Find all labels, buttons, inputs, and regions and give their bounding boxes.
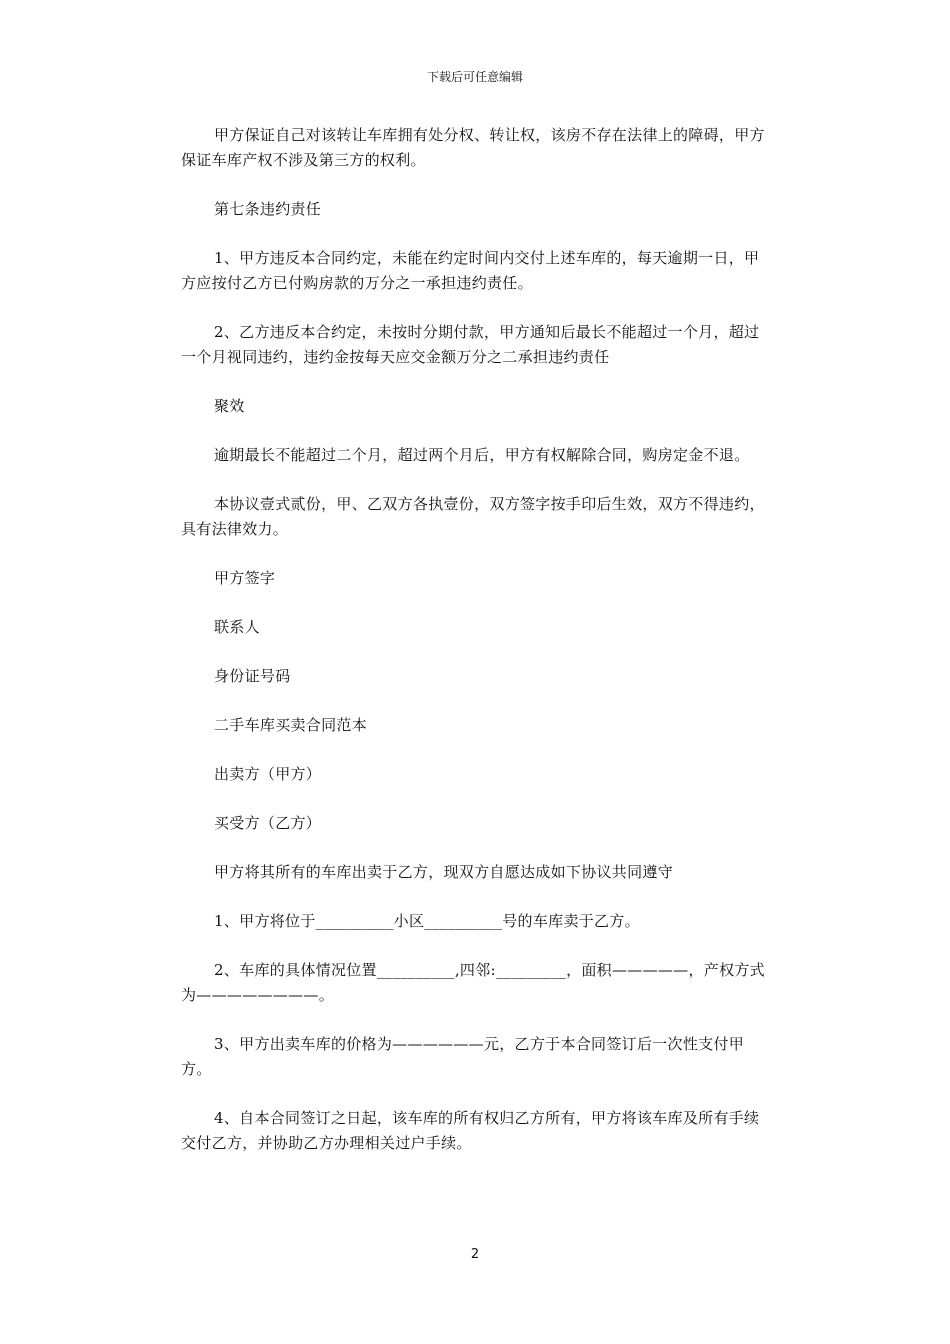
clause: 1、甲方将位于__________小区__________号的车库卖于乙方。	[214, 912, 640, 930]
paragraph: 本协议壹式贰份，甲、乙双方各执壹份，双方签字按手印后生效，双方不得违约，具有法律效力。	[181, 495, 765, 538]
page-header: 下载后可任意编辑	[426, 70, 523, 84]
paragraph: 1、甲方违反本合同约定，未能在约定时间内交付上述车库的，每天逾期一日，甲方应按付乙方已付购房款的万分之一承担违约责任。	[181, 249, 760, 292]
section-heading: 第七条违约责任	[214, 200, 322, 218]
signature-label: 甲方签字	[214, 569, 276, 587]
paragraph: 逾期最长不能超过二个月，超过两个月后，甲方有权解除合同，购房定金不退。	[214, 446, 750, 464]
buyer-label: 买受方（乙方）	[214, 814, 322, 832]
id-number-label: 身份证号码	[214, 667, 291, 685]
contact-label: 联系人	[214, 618, 260, 636]
paragraph: 甲方保证自己对该转让车库拥有处分权、转让权，该房不存在法律上的障碍，甲方保证车库产权不涉及第三方的权利。	[181, 126, 765, 169]
document-title: 二手车库买卖合同范本	[214, 716, 368, 734]
paragraph: 甲方将其所有的车库出卖于乙方，现双方自愿达成如下协议共同遵守	[214, 863, 674, 881]
document-body	[181, 123, 773, 1180]
clause: 2、车库的具体情况位置__________,四邻:_________，面积—————，产权方式为————————。	[181, 961, 765, 1004]
clause: 4、自本合同签订之日起，该车库的所有权归乙方所有，甲方将该车库及所有手续交付乙方，并协助乙方办理相关过户手续。	[181, 1109, 760, 1152]
seller-label: 出卖方（甲方）	[214, 765, 322, 783]
page-number: 2	[470, 1247, 480, 1262]
paragraph: 聚效	[214, 397, 245, 415]
clause: 3、甲方出卖车库的价格为——————元，乙方于本合同签订后一次性支付甲方。	[181, 1035, 745, 1078]
paragraph: 2、乙方违反本合约定，未按时分期付款，甲方通知后最长不能超过一个月，超过一个月视同违约，违约金按每天应交金额万分之二承担违约责任	[181, 323, 760, 366]
